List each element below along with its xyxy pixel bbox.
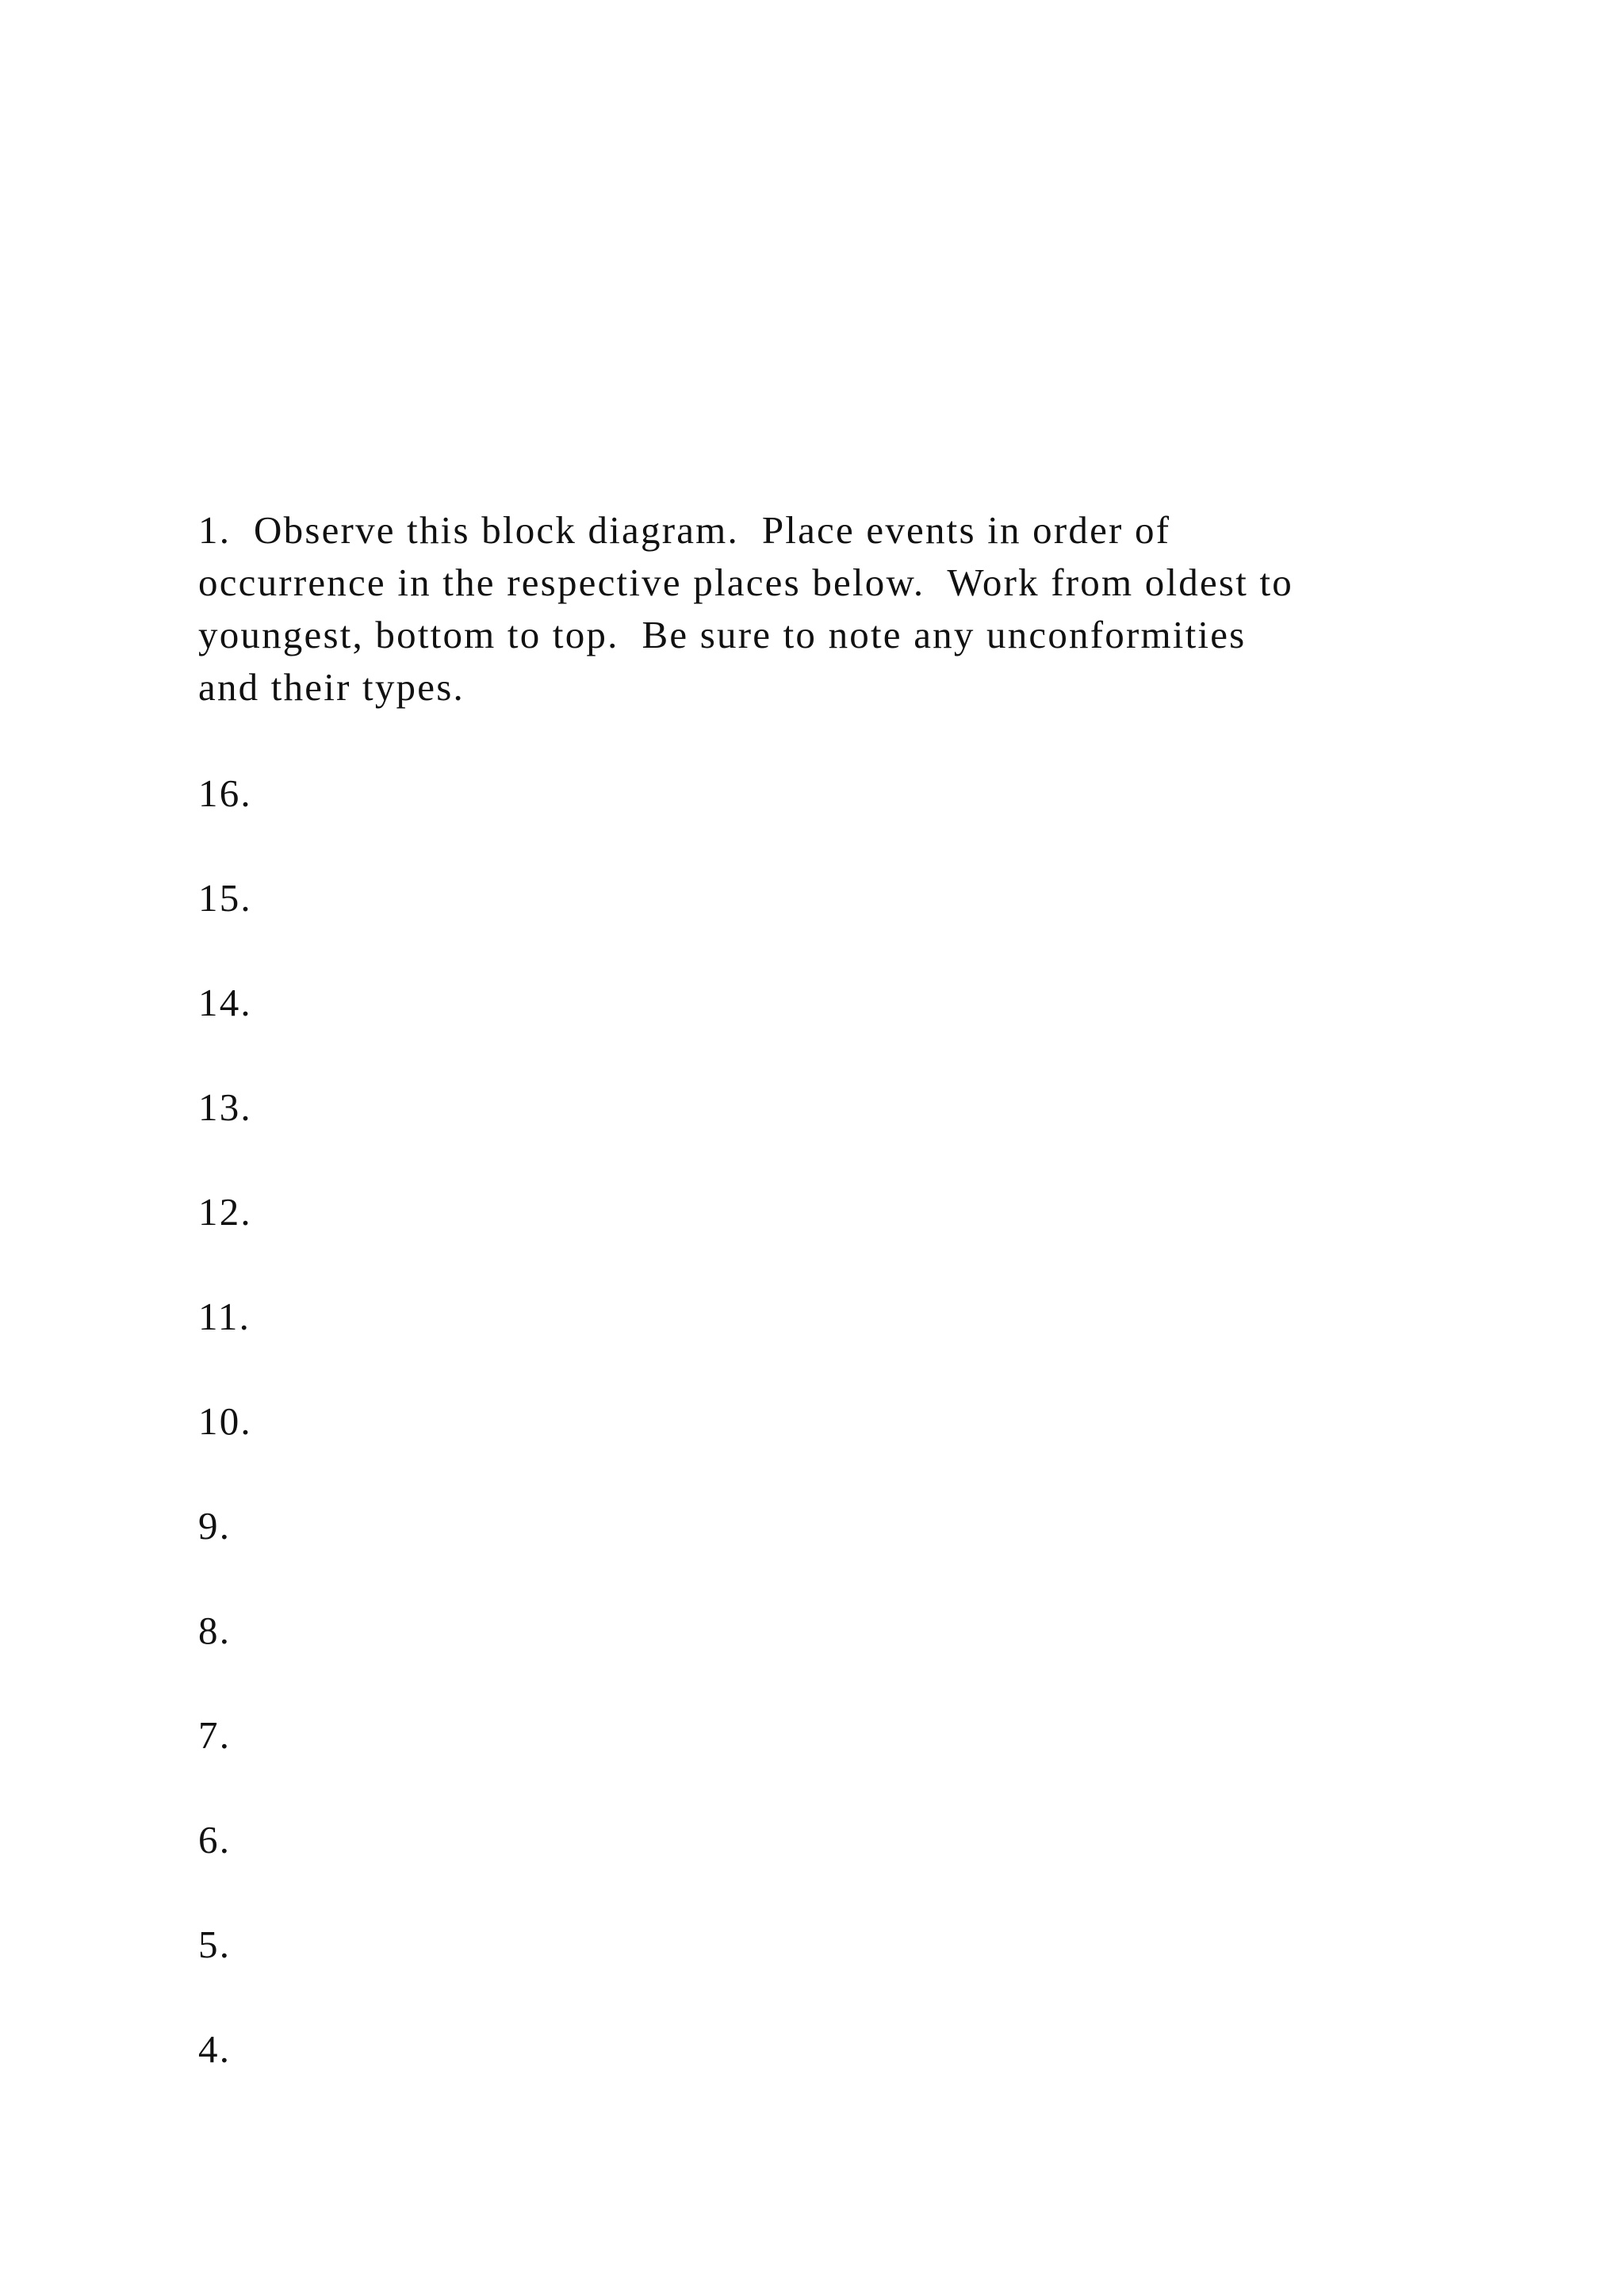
question-line: and their types. (198, 665, 465, 709)
question-line: youngest, bottom to top. Be sure to note any unconformities (198, 613, 1247, 656)
answer-item-6: 6. (198, 1818, 232, 1862)
answer-item-11: 11. (198, 1295, 251, 1338)
answer-list (198, 767, 252, 2128)
answer-item-4: 4. (198, 2027, 232, 2071)
answer-item-8: 8. (198, 1609, 232, 1652)
answer-item-5: 5. (198, 1923, 232, 1966)
answer-item-14: 14. (198, 981, 252, 1024)
answer-item-12: 12. (198, 1190, 252, 1234)
question-line: 1. Observe this block diagram. Place events in order of (198, 508, 1171, 552)
answer-item-15: 15. (198, 876, 252, 920)
question-line: occurrence in the respective places below. Work from oldest to (198, 561, 1293, 604)
answer-item-9: 9. (198, 1504, 232, 1548)
answer-item-10: 10. (198, 1399, 252, 1443)
answer-item-7: 7. (198, 1713, 232, 1757)
answer-item-16: 16. (198, 771, 252, 815)
answer-item-13: 13. (198, 1085, 252, 1129)
question-paragraph (198, 504, 1467, 714)
